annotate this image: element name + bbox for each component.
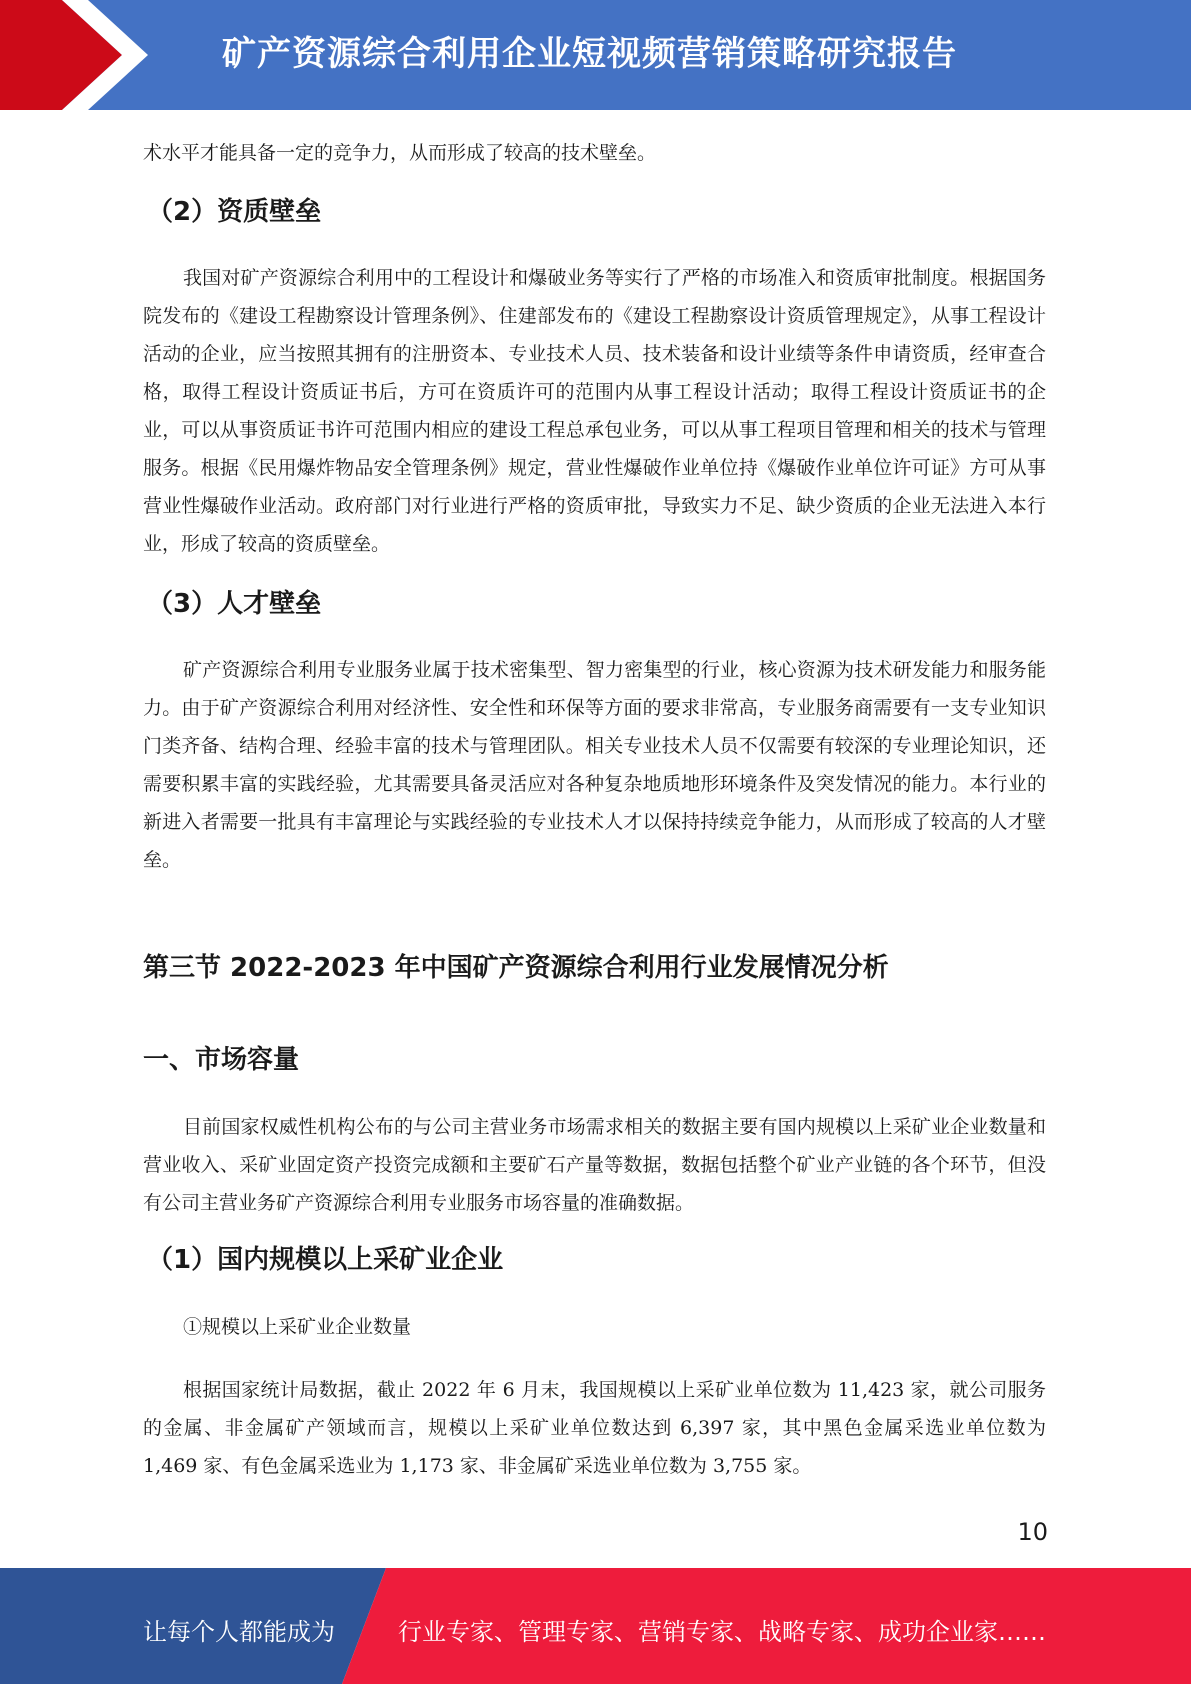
domestic-heading: （1）国内规模以上采矿业企业 [147,1245,504,1275]
talent-block [143,651,1046,879]
qualification-paragraph: 我国对矿产资源综合利用中的工程设计和爆破业务等实行了严格的市场准入和资质审批制度。根据国务院发布的《建设工程勘察设计管理条例》、住建部发布的《建设工程勘察设计资质管理规定》，从事工程设计活动的企业，应当按照其拥有的注册资本、专业技术人员、技术装备和设计业绩等条件申请资质，经审查合格，取得工程设计资质证书后，方可在资质许可的范围内从事工程设计活动；取得工程设计资质证书的企业，可以从事资质证书许可范围内相应的建设工程总承包业务，可以从事工程项目管理和相关的技术与管理服务。根据《民用爆炸物品安全管理条例》规定，营业性爆破作业单位持《爆破作业单位许可证》方可从事营业性爆破作业活动。政府部门对行业进行严格的资质审批，导致实力不足、缺少资质的企业无法进入本行业，形成了较高的资质壁垒。 [143,267,1046,555]
qualification-heading: （2）资质壁垒 [147,197,322,227]
section-title: 第三节 2022-2023 年中国矿产资源综合利用行业发展情况分析 [143,953,889,983]
count-subheading: ①规模以上采矿业企业数量 [183,1316,412,1338]
footer-slogan-left: 让每个人都能成为 [143,1618,335,1646]
count-paragraph: 根据国家统计局数据，截止 2022 年 6 月末，我国规模以上采矿业单位数为 11,423 家，就公司服务的金属、非金属矿产领域而言，规模以上采矿业单位数达到 6,397 家，其中黑色金属采选业单位数为 1,469 家、有色金属采选业为 1,173 家、非金属矿采选业单位数为 3,755 家。 [143,1379,1046,1477]
report-title: 矿产资源综合利用企业短视频营销策略研究报告 [222,34,957,74]
market-block [143,1108,1046,1222]
count-block [143,1371,1046,1485]
talent-heading: （3）人才壁垒 [147,589,322,619]
count-subheading-block [143,1308,1046,1346]
market-heading: 一、市场容量 [143,1045,300,1075]
market-paragraph: 目前国家权威性机构公布的与公司主营业务市场需求相关的数据主要有国内规模以上采矿业企业数量和营业收入、采矿业固定资产投资完成额和主要矿石产量等数据，数据包括整个矿业产业链的各个环节，但没有公司主营业务矿产资源综合利用专业服务市场容量的准确数据。 [143,1116,1046,1214]
page-header [0,0,1191,110]
qualification-heading-block [143,192,1046,232]
market-heading-block [143,1040,1046,1080]
intro-block [143,134,1046,172]
talent-paragraph: 矿产资源综合利用专业服务业属于技术密集型、智力密集型的行业，核心资源为技术研发能力和服务能力。由于矿产资源综合利用对经济性、安全性和环保等方面的要求非常高，专业服务商需要有一支专业知识门类齐备、结构合理、经验丰富的技术与管理团队。相关专业技术人员不仅需要有较深的专业理论知识，还需要积累丰富的实践经验，尤其需要具备灵活应对各种复杂地质地形环境条件及突发情况的能力。本行业的新进入者需要一批具有丰富理论与实践经验的专业技术人才以保持持续竞争能力，从而形成了较高的人才壁垒。 [143,659,1046,871]
page-footer [0,1568,1191,1684]
qualification-block [143,259,1046,563]
domestic-heading-block [143,1240,1046,1280]
footer-slogan-right: 行业专家、管理专家、营销专家、战略专家、成功企业家…… [398,1618,1046,1646]
talent-heading-block [143,584,1046,624]
intro-paragraph: 术水平才能具备一定的竞争力，从而形成了较高的技术壁垒。 [143,142,657,164]
page-number: 10 [1017,1518,1048,1546]
section-title-block [143,948,1046,988]
